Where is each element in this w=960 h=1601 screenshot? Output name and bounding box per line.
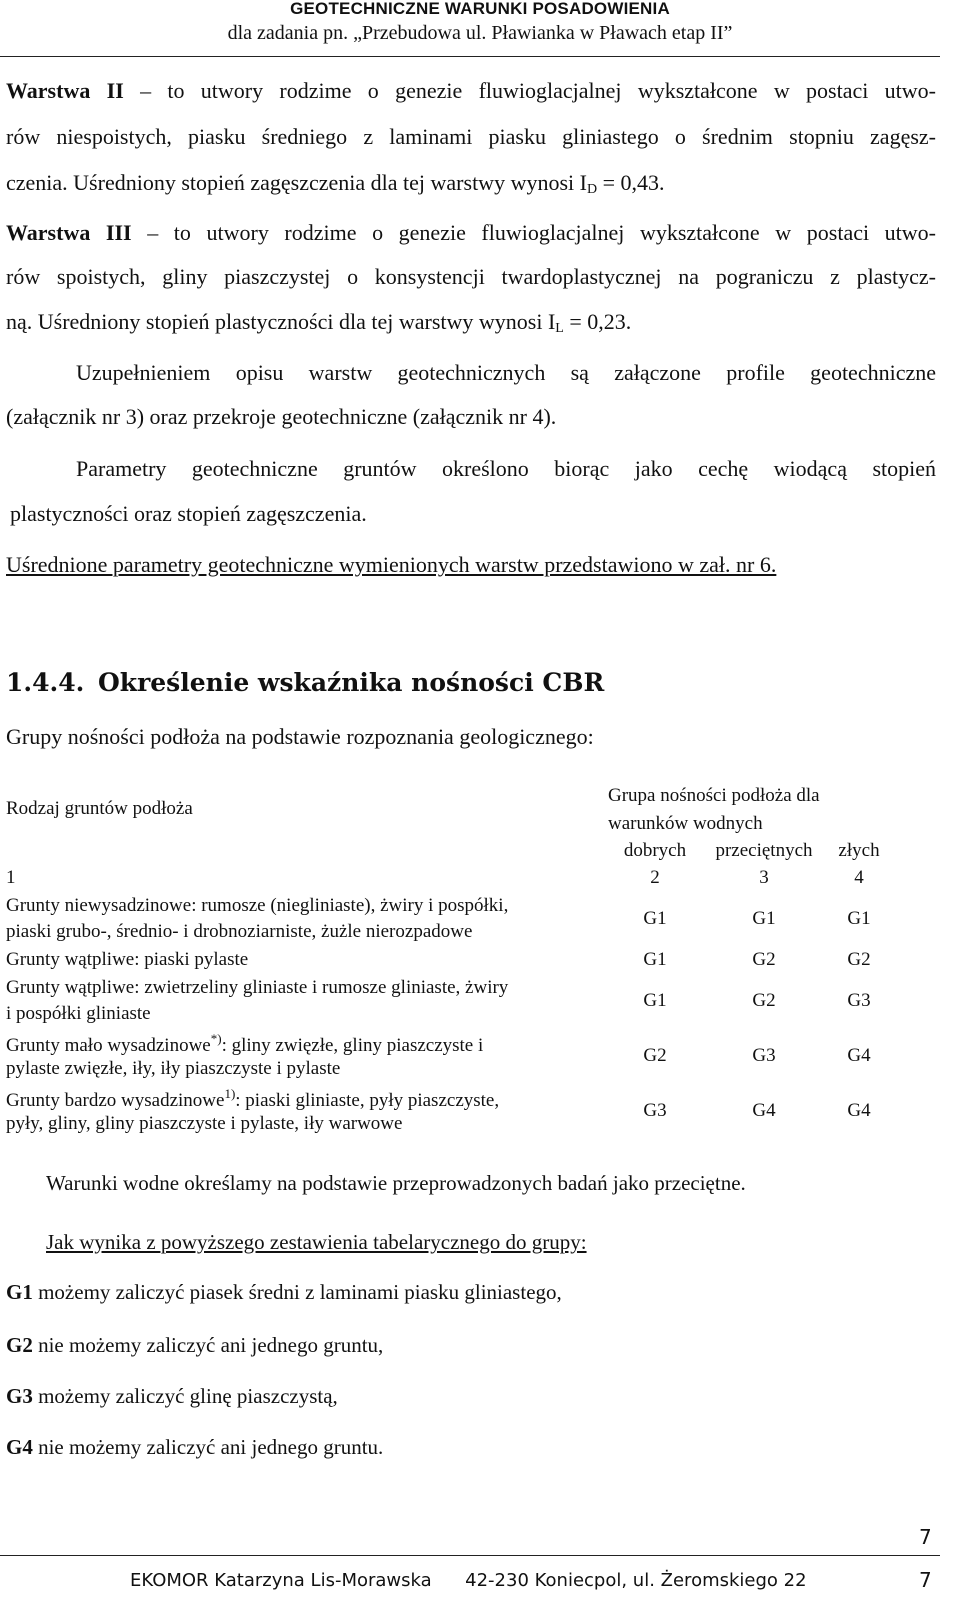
conclusion-intro: Jak wynika z powyższego zestawienia tabelarycznego do grupy: (46, 1230, 587, 1254)
row-text-line2: pyły, gliny, gliny piaszczyste i pylaste, iły warwowe (6, 1113, 403, 1134)
bold-label: Warstwa III (6, 220, 132, 245)
header-subtitle: dla zadania pn. „Przebudowa ul. Pławianka w Pławach etap II” (227, 22, 733, 44)
paragraph-line: Uzupełnieniem opisu warstw geotechnicznych są załączone profile geotechniczne (76, 360, 936, 385)
section-title: Określenie wskaźnika nośności CBR (98, 668, 605, 697)
paragraph-usrednione: Uśrednione parametry geotechniczne wymienionych warstw przedstawiono w zał. nr 6. (6, 552, 777, 577)
footer-company: EKOMOR Katarzyna Lis-Morawska (130, 1570, 432, 1591)
row-text-line1 (6, 1031, 483, 1057)
group-label: G1 (6, 1280, 33, 1304)
group-text: możemy zaliczyć piasek średni z laminami piasku gliniastego, (32, 1280, 562, 1304)
footer-address: 42-230 Koniecpol, ul. Żeromskiego 22 (465, 1570, 807, 1591)
footer (130, 1570, 807, 1591)
col-number: 2 (650, 867, 660, 888)
cell-value: G3 (752, 1045, 776, 1066)
row-text: Grunty mało wysadzinowe (6, 1035, 211, 1056)
row-text-line1 (6, 1086, 499, 1112)
group-label: G2 (6, 1333, 33, 1357)
cell-value: G2 (752, 990, 776, 1011)
cell-value: G1 (643, 908, 667, 929)
list-item (6, 1384, 338, 1409)
paragraph-line: Parametry geotechniczne gruntów określono biorąc jako cechę wiodącą stopień (76, 456, 936, 481)
text: – to utwory rodzime o genezie fluwioglacjalnej wykształcone w postaci utwo- (123, 78, 937, 103)
row-text-line1: Grunty wątpliwe: piaski pylaste (6, 949, 249, 970)
row-text: : piaski gliniaste, pyły piaszczyste, (235, 1090, 500, 1111)
col1-header: Rodzaj gruntów podłoża (6, 798, 193, 819)
cell-value: G3 (847, 990, 871, 1011)
text: = 0,23. (563, 309, 632, 334)
subheader-bad: złych (838, 840, 880, 861)
cell-value: G1 (847, 908, 871, 929)
row-text-line2: piaski grubo-, średnio- i drobnoziarniste, żużle nierozpadowe (6, 921, 473, 942)
cell-value: G1 (643, 949, 667, 970)
group-label: G4 (6, 1435, 33, 1459)
footnote-mark: *) (210, 1031, 222, 1046)
paragraph-line (6, 78, 936, 104)
cell-value: G4 (847, 1045, 871, 1066)
row-text: : gliny zwięzłe, gliny piaszczyste i (221, 1035, 484, 1056)
list-item (6, 1435, 383, 1460)
bold-label: Warstwa II (6, 78, 124, 103)
footer-rule (0, 1555, 940, 1556)
row-text-line1: Grunty niewysadzinowe: rumosze (niegliniaste), żwiry i pospółki, (6, 895, 509, 916)
cell-value: G1 (643, 990, 667, 1011)
group-header-line2: warunków wodnych (608, 813, 763, 834)
page-number-bottom: 7 (919, 1568, 932, 1592)
col-number: 1 (6, 867, 16, 888)
header-title: GEOTECHNICZNE WARUNKI POSADOWIENIA (290, 0, 670, 18)
subheader-good: dobrych (623, 840, 687, 861)
text: czenia. Uśredniony stopień zagęszczenia dla tej warstwy wynosi I (6, 170, 587, 195)
row-text-line2: pylaste zwięzłe, iły, iły piaszczyste i pylaste (6, 1058, 341, 1079)
section-intro: Grupy nośności podłoża na podstawie rozpoznania geologicznego: (6, 724, 594, 749)
paragraph-line: (załącznik nr 3) oraz przekroje geotechniczne (załącznik nr 4). (6, 404, 557, 429)
section-number: 1.4.4. (6, 668, 85, 697)
paragraph-line: rów spoistych, gliny piaszczystej o konsystencji twardoplastycznej na pograniczu z plastycz- (6, 264, 936, 289)
cell-value: G4 (752, 1100, 776, 1121)
cell-value: G2 (643, 1045, 667, 1066)
col-number: 3 (759, 867, 769, 888)
footnote-mark: 1) (224, 1086, 236, 1101)
row-text-line1: Grunty wątpliwe: zwietrzeliny gliniaste i rumosze gliniaste, żwiry (6, 977, 509, 998)
cell-value: G2 (752, 949, 776, 970)
cell-value: G3 (643, 1100, 667, 1121)
cell-value: G4 (847, 1100, 871, 1121)
subheader-average: przeciętnych (715, 840, 813, 861)
cell-value: G2 (847, 949, 871, 970)
paragraph-line (6, 220, 936, 246)
cell-value: G1 (752, 908, 776, 929)
text: ną. Uśredniony stopień plastyczności dla tej warstwy wynosi I (6, 309, 556, 334)
paragraph-line (6, 170, 665, 198)
group-text: możemy zaliczyć glinę piaszczystą, (32, 1384, 338, 1408)
group-text: nie możemy zaliczyć ani jednego gruntu. (32, 1435, 384, 1459)
text: – to utwory rodzime o genezie fluwioglacjalnej wykształcone w postaci utwo- (131, 220, 936, 245)
subscript: L (555, 321, 564, 336)
group-label: G3 (6, 1384, 33, 1408)
text: = 0,43. (597, 170, 665, 195)
group-text: nie możemy zaliczyć ani jednego gruntu, (32, 1333, 384, 1357)
col-number: 4 (854, 867, 864, 888)
water-conditions: Warunki wodne określamy na podstawie przeprowadzonych badań jako przeciętne. (46, 1171, 746, 1195)
section-heading (6, 668, 604, 697)
row-text: Grunty bardzo wysadzinowe (6, 1090, 225, 1111)
paragraph-line: rów niespoistych, piasku średniego z laminami piasku gliniastego o średnim stopniu zagęsz- (6, 124, 936, 149)
list-item (6, 1333, 383, 1358)
group-header-line1: Grupa nośności podłoża dla (608, 785, 820, 806)
paragraph-line: plastyczności oraz stopień zagęszczenia. (10, 501, 367, 526)
header-rule (0, 56, 940, 57)
page-number-top: 7 (919, 1525, 932, 1549)
row-text-line2: i pospółki gliniaste (6, 1003, 151, 1024)
list-item (6, 1280, 562, 1305)
paragraph-line (6, 309, 631, 337)
subscript: D (586, 182, 598, 197)
